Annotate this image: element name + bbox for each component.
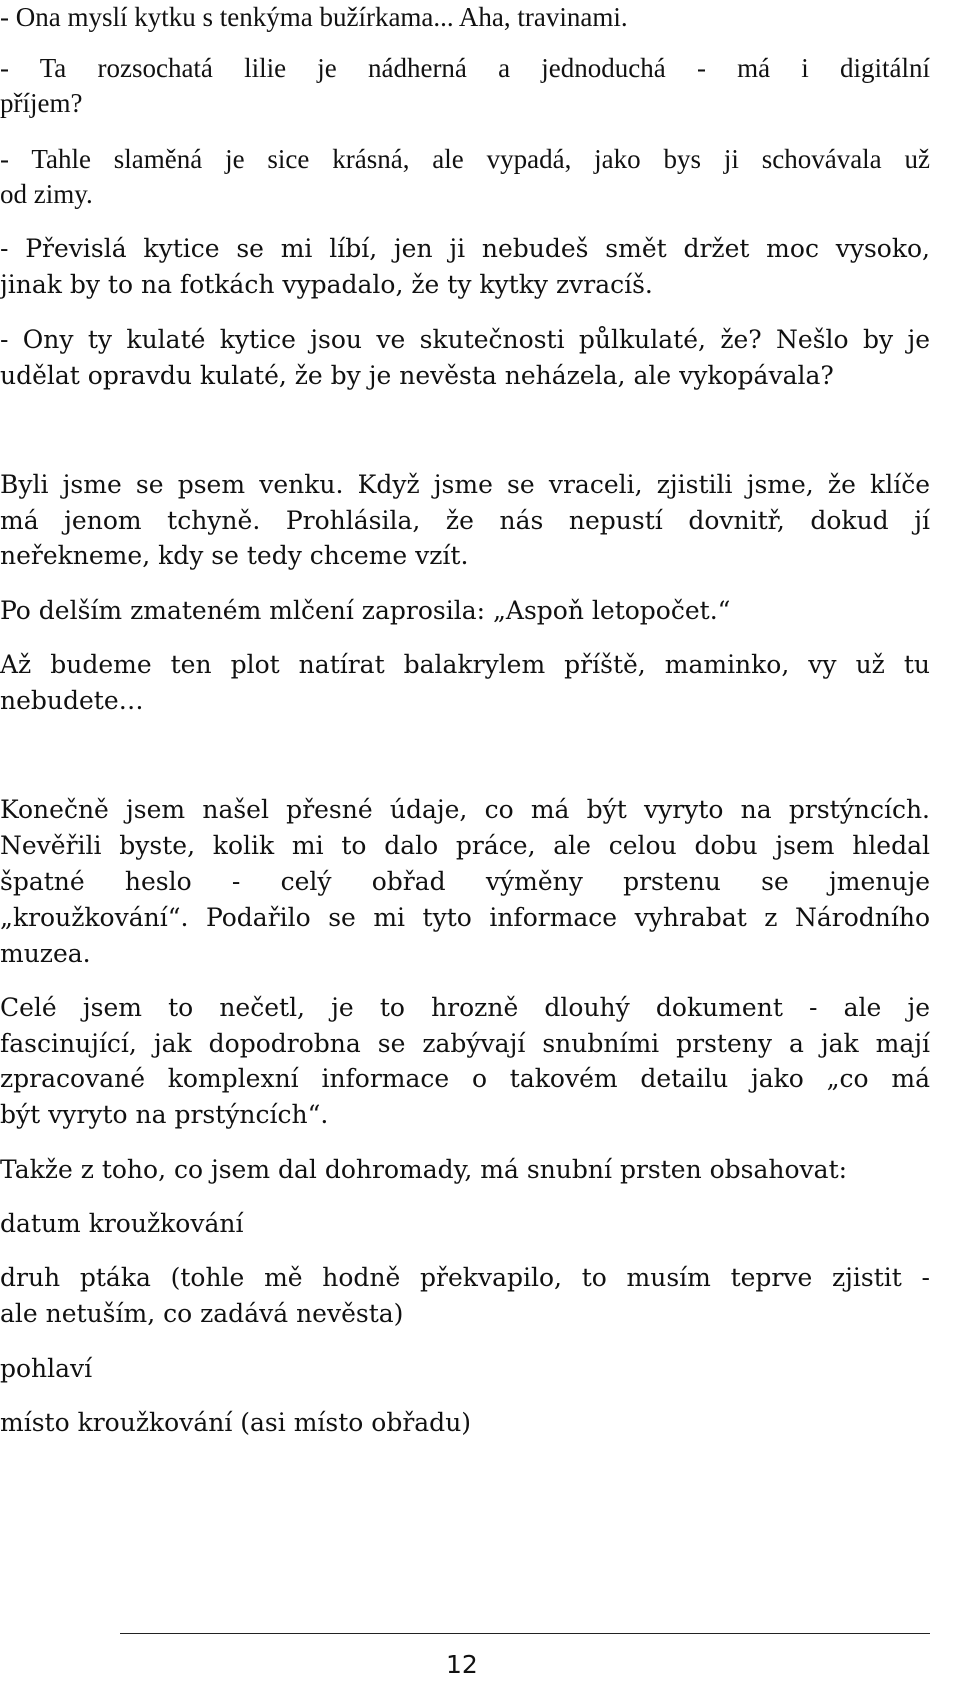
paragraph-line: neřekneme, kdy se tedy chceme vzít. xyxy=(0,541,469,570)
dialogue-line: - Převislá kytice se mi líbí, jen ji nebudeš smět držet moc vysoko, xyxy=(0,234,930,263)
dialogue-line: udělat opravdu kulaté, že by je nevěsta neházela, ale vykopávala? xyxy=(0,361,834,390)
paragraph-line: muzea. xyxy=(0,939,91,968)
dialogue-line: příjem? xyxy=(0,88,83,118)
paragraph-line: Po delším zmateném mlčení zaprosila: „Aspoň letopočet.“ xyxy=(0,596,731,625)
paragraph-line: fascinující, jak dopodrobna se zabývají snubními prsteny a jak mají xyxy=(0,1029,930,1058)
list-item: ale netuším, co zadává nevěsta) xyxy=(0,1299,404,1328)
list-item: druh ptáka (tohle mě hodně překvapilo, to musím teprve zjistit - xyxy=(0,1263,930,1292)
paragraph-line: má jenom tchyně. Prohlásila, že nás nepustí dovnitř, dokud jí xyxy=(0,506,930,535)
dialogue-line: - Ony ty kulaté kytice jsou ve skutečnosti půlkulaté, že? Nešlo by je xyxy=(0,325,930,354)
dialogue-line: od zimy. xyxy=(0,179,93,209)
paragraph-line: Konečně jsem našel přesné údaje, co má být vyryto na prstýncích. xyxy=(0,795,930,824)
list-item: datum kroužkování xyxy=(0,1209,244,1238)
paragraph-line: Až budeme ten plot natírat balakrylem příště, maminko, vy už tu xyxy=(0,650,930,679)
paragraph-line: nebudete… xyxy=(0,686,144,715)
list-item: pohlaví xyxy=(0,1354,93,1383)
paragraph-line: zpracované komplexní informace o takovém detailu jako „co má xyxy=(0,1064,930,1093)
page-number: 12 xyxy=(446,1650,478,1679)
paragraph-line: být vyryto na prstýncích“. xyxy=(0,1100,329,1129)
footer-rule xyxy=(120,1633,930,1634)
dialogue-line: - Ona myslí kytku s tenkýma bužírkama... Aha, travinami. xyxy=(0,2,628,32)
paragraph-line: Nevěřili byste, kolik mi to dalo práce, ale celou dobu jsem hledal xyxy=(0,831,930,860)
dialogue-line: - Ta rozsochatá lilie je nádherná a jednoduchá - má i digitální xyxy=(0,53,930,83)
dialogue-line: - Tahle slaměná je sice krásná, ale vypadá, jako bys ji schovávala už xyxy=(0,144,930,174)
list-item: místo kroužkování (asi místo obřadu) xyxy=(0,1408,472,1437)
paragraph-line: Celé jsem to nečetl, je to hrozně dlouhý dokument - ale je xyxy=(0,993,930,1022)
paragraph-line: Byli jsme se psem venku. Když jsme se vraceli, zjistili jsme, že klíče xyxy=(0,470,930,499)
paragraph-line: Takže z toho, co jsem dal dohromady, má snubní prsten obsahovat: xyxy=(0,1155,848,1184)
paragraph-line: „kroužkování“. Podařilo se mi tyto informace vyhrabat z Národního xyxy=(0,903,930,932)
dialogue-line: jinak by to na fotkách vypadalo, že ty kytky zvracíš. xyxy=(0,270,653,299)
paragraph-line: špatné heslo - celý obřad výměny prstenu se jmenuje xyxy=(0,867,930,896)
